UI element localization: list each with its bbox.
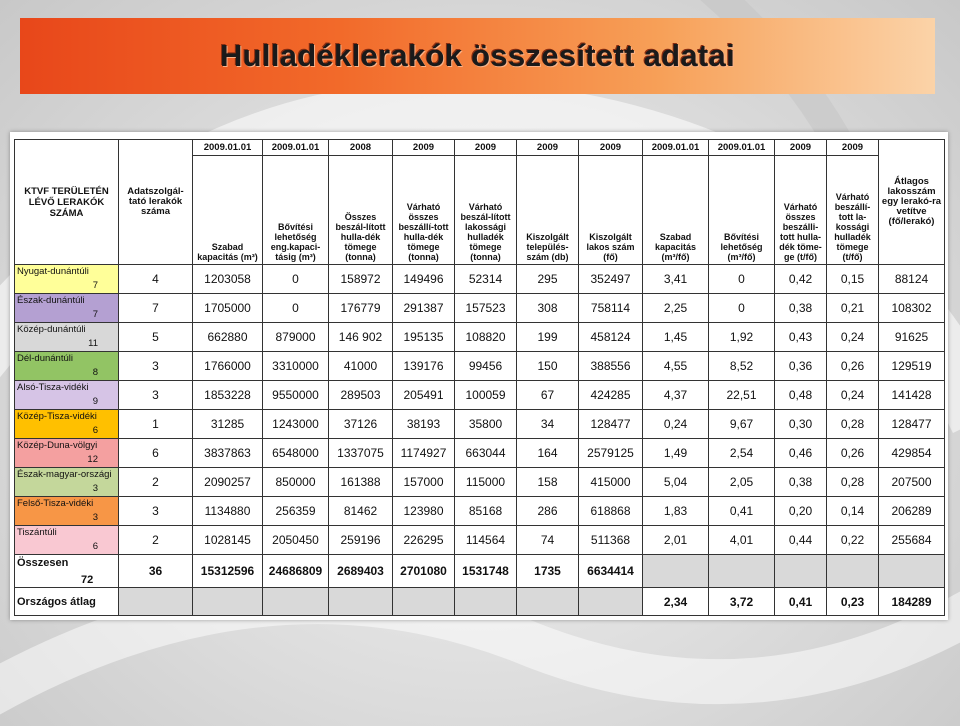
- total-value: 2689403: [329, 555, 393, 588]
- value-cell: 22,51: [709, 381, 775, 410]
- empty-cell: [775, 555, 827, 588]
- value-cell: 295: [517, 265, 579, 294]
- value-cell: 0,44: [775, 526, 827, 555]
- region-count: 3: [92, 483, 98, 494]
- empty-cell: [827, 555, 879, 588]
- header-year: 2009.01.01: [263, 140, 329, 156]
- value-cell: 618868: [579, 497, 643, 526]
- value-cell: 161388: [329, 468, 393, 497]
- value-cell: 206289: [879, 497, 945, 526]
- landfill-summary-table: [14, 139, 945, 616]
- header-year: 2009: [393, 140, 455, 156]
- empty-cell: [709, 555, 775, 588]
- value-cell: 0,22: [827, 526, 879, 555]
- empty-cell: [643, 555, 709, 588]
- empty-cell: [119, 588, 193, 616]
- header-year: 2009: [775, 140, 827, 156]
- value-cell: 1766000: [193, 352, 263, 381]
- header-year: 2009: [579, 140, 643, 156]
- value-cell: 34: [517, 410, 579, 439]
- value-cell: 0,36: [775, 352, 827, 381]
- value-cell: 662880: [193, 323, 263, 352]
- value-cell: 3,41: [643, 265, 709, 294]
- value-cell: 0,24: [827, 381, 879, 410]
- value-cell: 35800: [455, 410, 517, 439]
- value-cell: 2,01: [643, 526, 709, 555]
- value-cell: 850000: [263, 468, 329, 497]
- header-free-capacity: Szabad kapacitás (m³): [193, 156, 263, 265]
- value-cell: 388556: [579, 352, 643, 381]
- operator-count: 5: [119, 323, 193, 352]
- header-expansion-per-capita: Bővítési lehetőség (m³/fő): [709, 156, 775, 265]
- value-cell: 199: [517, 323, 579, 352]
- total-value: 1735: [517, 555, 579, 588]
- region-name: Felső-Tisza-vidéki: [17, 498, 94, 509]
- value-cell: 879000: [263, 323, 329, 352]
- table-row: [15, 265, 945, 294]
- region-name: Nyugat-dunántúli: [17, 266, 89, 277]
- value-cell: 41000: [329, 352, 393, 381]
- value-cell: 176779: [329, 294, 393, 323]
- value-cell: 52314: [455, 265, 517, 294]
- value-cell: 195135: [393, 323, 455, 352]
- value-cell: 1853228: [193, 381, 263, 410]
- value-cell: 415000: [579, 468, 643, 497]
- value-cell: 1,83: [643, 497, 709, 526]
- empty-cell: [329, 588, 393, 616]
- operator-count: 1: [119, 410, 193, 439]
- value-cell: 1337075: [329, 439, 393, 468]
- value-cell: 0,28: [827, 468, 879, 497]
- title-banner: [20, 18, 935, 94]
- operator-count: 7: [119, 294, 193, 323]
- value-cell: 74: [517, 526, 579, 555]
- header-operators: Adatszolgál-tató lerakók száma: [119, 140, 193, 265]
- operator-count: 3: [119, 497, 193, 526]
- value-cell: 205491: [393, 381, 455, 410]
- value-cell: 81462: [329, 497, 393, 526]
- empty-cell: [579, 588, 643, 616]
- region-name: Alsó-Tisza-vidéki: [17, 382, 89, 393]
- region-count: 3: [92, 512, 98, 523]
- header-expansion: Bővítési lehetőség eng.kapaci-tásig (m³): [263, 156, 329, 265]
- value-cell: 1174927: [393, 439, 455, 468]
- value-cell: 1,92: [709, 323, 775, 352]
- region-count: 6: [92, 541, 98, 552]
- region-cell: [15, 410, 119, 439]
- value-cell: 429854: [879, 439, 945, 468]
- value-cell: 2,05: [709, 468, 775, 497]
- value-cell: 758114: [579, 294, 643, 323]
- value-cell: 139176: [393, 352, 455, 381]
- value-cell: 0,38: [775, 294, 827, 323]
- value-cell: 67: [517, 381, 579, 410]
- header-expected-household-waste: Várható beszál-lított lakossági hulladék tömege (tonna): [455, 156, 517, 265]
- value-cell: 511368: [579, 526, 643, 555]
- operator-count: 6: [119, 439, 193, 468]
- operator-count: 2: [119, 526, 193, 555]
- value-cell: 31285: [193, 410, 263, 439]
- value-cell: 0: [709, 265, 775, 294]
- region-name: Közép-dunántúli: [17, 324, 86, 335]
- value-cell: 1243000: [263, 410, 329, 439]
- value-cell: 0,43: [775, 323, 827, 352]
- value-cell: 99456: [455, 352, 517, 381]
- value-cell: 308: [517, 294, 579, 323]
- value-cell: 0: [709, 294, 775, 323]
- value-cell: 424285: [579, 381, 643, 410]
- value-cell: 0,38: [775, 468, 827, 497]
- value-cell: 128477: [579, 410, 643, 439]
- operator-count: 3: [119, 381, 193, 410]
- empty-cell: [193, 588, 263, 616]
- header-year: 2009.01.01: [709, 140, 775, 156]
- value-cell: 9,67: [709, 410, 775, 439]
- value-cell: 289503: [329, 381, 393, 410]
- total-operators: 36: [119, 555, 193, 588]
- value-cell: 3310000: [263, 352, 329, 381]
- page-title: Hulladéklerakók összesített adatai: [219, 38, 736, 73]
- value-cell: 115000: [455, 468, 517, 497]
- value-cell: 146 902: [329, 323, 393, 352]
- header-year: 2009: [517, 140, 579, 156]
- value-cell: 0,30: [775, 410, 827, 439]
- value-cell: 259196: [329, 526, 393, 555]
- average-value: 184289: [879, 588, 945, 616]
- value-cell: 5,04: [643, 468, 709, 497]
- operator-count: 4: [119, 265, 193, 294]
- total-row: [15, 555, 945, 588]
- table-row: [15, 410, 945, 439]
- total-value: 24686809: [263, 555, 329, 588]
- value-cell: 0,41: [709, 497, 775, 526]
- header-year: 2009: [455, 140, 517, 156]
- value-cell: 1705000: [193, 294, 263, 323]
- value-cell: 0,42: [775, 265, 827, 294]
- total-label: Összesen: [17, 557, 69, 569]
- value-cell: 0: [263, 294, 329, 323]
- region-name: Észak-magyar-országi: [17, 469, 112, 480]
- value-cell: 9550000: [263, 381, 329, 410]
- value-cell: 256359: [263, 497, 329, 526]
- header-year: 2009: [827, 140, 879, 156]
- value-cell: 85168: [455, 497, 517, 526]
- value-cell: 114564: [455, 526, 517, 555]
- value-cell: 2,25: [643, 294, 709, 323]
- table-row: [15, 323, 945, 352]
- region-cell: [15, 497, 119, 526]
- table-row: [15, 352, 945, 381]
- total-value: 15312596: [193, 555, 263, 588]
- region-name: Tiszántúli: [17, 527, 57, 538]
- region-cell: [15, 265, 119, 294]
- header-expected-waste: Várható összes beszállí-tott hulla-dék tömege (tonna): [393, 156, 455, 265]
- value-cell: 0,48: [775, 381, 827, 410]
- value-cell: 91625: [879, 323, 945, 352]
- value-cell: 157523: [455, 294, 517, 323]
- empty-cell: [455, 588, 517, 616]
- region-name: Dél-dunántúli: [17, 353, 73, 364]
- average-value: 0,41: [775, 588, 827, 616]
- table-row: [15, 439, 945, 468]
- value-cell: 149496: [393, 265, 455, 294]
- value-cell: 129519: [879, 352, 945, 381]
- header-household-waste-per-capita: Várható beszállí-tott la-kossági hulladék tömege (t/fő): [827, 156, 879, 265]
- value-cell: 158: [517, 468, 579, 497]
- region-cell: [15, 439, 119, 468]
- table-panel: [10, 132, 948, 620]
- region-count: 7: [92, 309, 98, 320]
- table-row: [15, 497, 945, 526]
- value-cell: 4,01: [709, 526, 775, 555]
- header-year: 2008: [329, 140, 393, 156]
- value-cell: 286: [517, 497, 579, 526]
- value-cell: 2050450: [263, 526, 329, 555]
- value-cell: 663044: [455, 439, 517, 468]
- value-cell: 108302: [879, 294, 945, 323]
- total-value: 1531748: [455, 555, 517, 588]
- header-avg-population: Átlagos lakosszám egy lerakó-ra vetítve (fő/lerakó): [879, 140, 945, 265]
- value-cell: 291387: [393, 294, 455, 323]
- value-cell: 0,24: [643, 410, 709, 439]
- value-cell: 158972: [329, 265, 393, 294]
- value-cell: 2090257: [193, 468, 263, 497]
- header-free-capacity-per-capita: Szabad kapacitás (m³/fő): [643, 156, 709, 265]
- region-name: Észak-dunántúli: [17, 295, 85, 306]
- average-row: [15, 588, 945, 616]
- value-cell: 164: [517, 439, 579, 468]
- value-cell: 2,54: [709, 439, 775, 468]
- header-year: 2009.01.01: [193, 140, 263, 156]
- empty-cell: [263, 588, 329, 616]
- value-cell: 0,46: [775, 439, 827, 468]
- header-residents: Kiszolgált lakos szám (fő): [579, 156, 643, 265]
- value-cell: 0,15: [827, 265, 879, 294]
- region-count: 6: [92, 425, 98, 436]
- region-count: 11: [88, 338, 98, 349]
- average-value: 3,72: [709, 588, 775, 616]
- value-cell: 100059: [455, 381, 517, 410]
- value-cell: 0,26: [827, 439, 879, 468]
- value-cell: 458124: [579, 323, 643, 352]
- region-name: Közép-Duna-völgyi: [17, 440, 98, 451]
- region-cell: [15, 381, 119, 410]
- average-value: 2,34: [643, 588, 709, 616]
- value-cell: 2579125: [579, 439, 643, 468]
- header-year-row: [15, 140, 945, 156]
- average-label: Országos átlag: [15, 588, 119, 616]
- region-count: 8: [92, 367, 98, 378]
- table-row: [15, 381, 945, 410]
- value-cell: 4,37: [643, 381, 709, 410]
- operator-count: 2: [119, 468, 193, 497]
- region-cell: [15, 468, 119, 497]
- value-cell: 38193: [393, 410, 455, 439]
- value-cell: 207500: [879, 468, 945, 497]
- header-total-waste: Összes beszál-lított hulla-dék tömege (tonna): [329, 156, 393, 265]
- operator-count: 3: [119, 352, 193, 381]
- value-cell: 4,55: [643, 352, 709, 381]
- value-cell: 37126: [329, 410, 393, 439]
- value-cell: 255684: [879, 526, 945, 555]
- value-cell: 1203058: [193, 265, 263, 294]
- header-region: KTVF TERÜLETÉN LÉVŐ LERAKÓK SZÁMA: [15, 140, 119, 265]
- value-cell: 6548000: [263, 439, 329, 468]
- table-row: [15, 468, 945, 497]
- value-cell: 352497: [579, 265, 643, 294]
- region-cell: [15, 294, 119, 323]
- region-count: 9: [92, 396, 98, 407]
- value-cell: 0,14: [827, 497, 879, 526]
- empty-cell: [517, 588, 579, 616]
- value-cell: 0,20: [775, 497, 827, 526]
- empty-cell: [393, 588, 455, 616]
- value-cell: 0,28: [827, 410, 879, 439]
- region-cell: [15, 352, 119, 381]
- value-cell: 123980: [393, 497, 455, 526]
- value-cell: 8,52: [709, 352, 775, 381]
- total-value: 6634414: [579, 555, 643, 588]
- value-cell: 157000: [393, 468, 455, 497]
- total-landfill-count: 72: [81, 574, 94, 586]
- value-cell: 1,49: [643, 439, 709, 468]
- value-cell: 1028145: [193, 526, 263, 555]
- value-cell: 88124: [879, 265, 945, 294]
- value-cell: 0,24: [827, 323, 879, 352]
- region-count: 12: [87, 454, 98, 465]
- header-year: 2009.01.01: [643, 140, 709, 156]
- value-cell: 150: [517, 352, 579, 381]
- value-cell: 108820: [455, 323, 517, 352]
- table-row: [15, 526, 945, 555]
- header-settlements: Kiszolgált település-szám (db): [517, 156, 579, 265]
- total-value: 2701080: [393, 555, 455, 588]
- total-label-cell: [15, 555, 119, 588]
- value-cell: 1134880: [193, 497, 263, 526]
- average-value: 0,23: [827, 588, 879, 616]
- value-cell: 141428: [879, 381, 945, 410]
- region-cell: [15, 323, 119, 352]
- value-cell: 3837863: [193, 439, 263, 468]
- value-cell: 226295: [393, 526, 455, 555]
- value-cell: 0: [263, 265, 329, 294]
- value-cell: 0,26: [827, 352, 879, 381]
- header-waste-per-capita: Várható összes beszálli-tott hulla-dék töme-ge (t/fő): [775, 156, 827, 265]
- value-cell: 0,21: [827, 294, 879, 323]
- value-cell: 128477: [879, 410, 945, 439]
- region-name: Közép-Tisza-vidéki: [17, 411, 97, 422]
- region-cell: [15, 526, 119, 555]
- value-cell: 1,45: [643, 323, 709, 352]
- empty-cell: [879, 555, 945, 588]
- region-count: 7: [92, 280, 98, 291]
- table-row: [15, 294, 945, 323]
